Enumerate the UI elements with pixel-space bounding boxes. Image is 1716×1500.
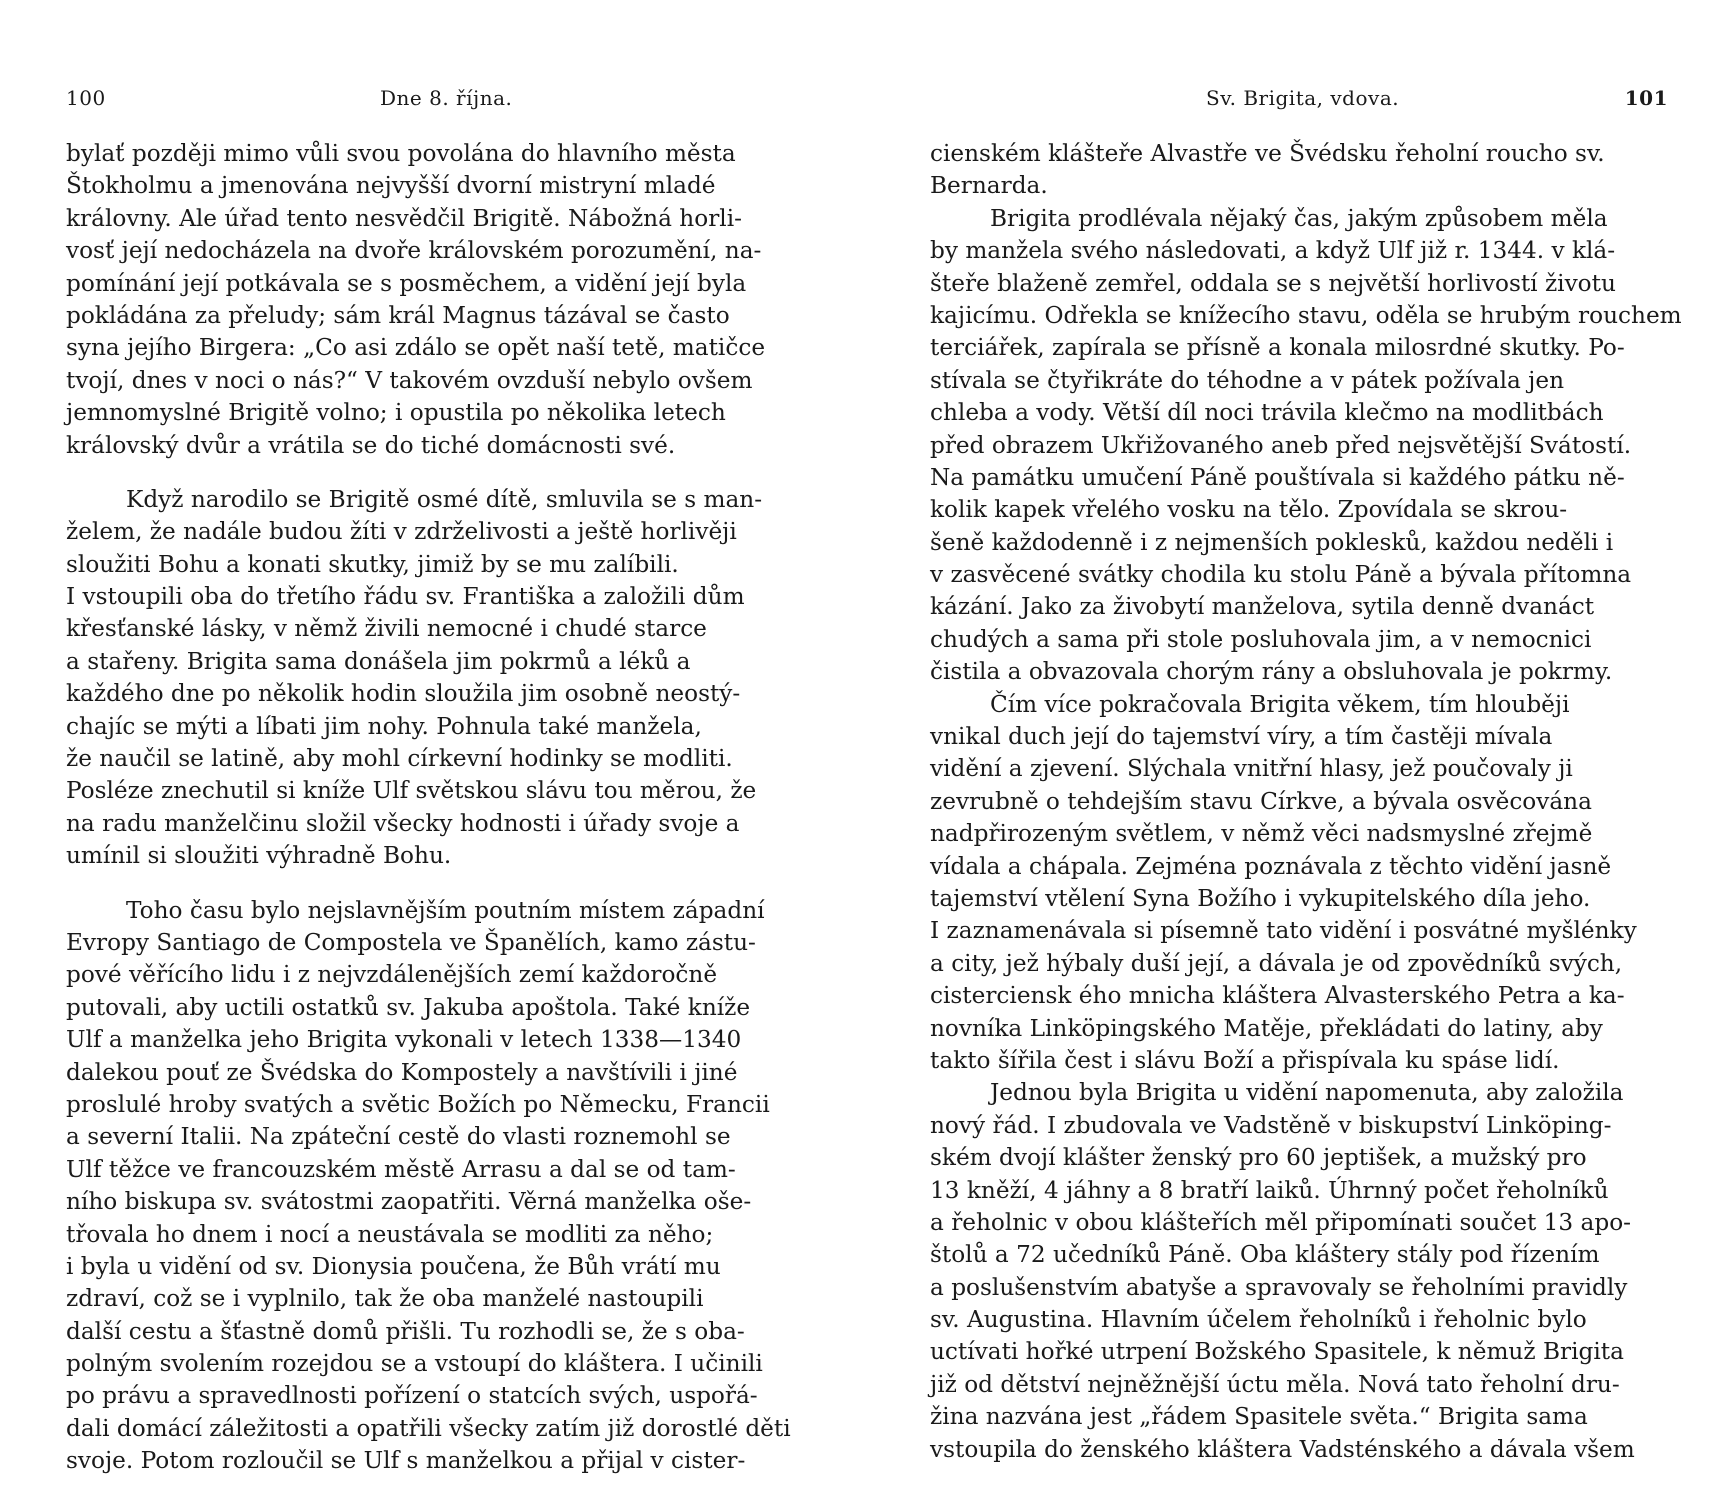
text-line: křesťanské lásky, v němž živili nemocné i chudé starce	[66, 615, 707, 643]
text-line: pokládána za přeludy; sám král Magnus tázával se často	[66, 301, 730, 329]
text-line: vidění a zjevení. Slýchala vnitřní hlasy, jež poučovaly ji	[930, 755, 1573, 783]
text-line: královny. Ale úřad tento nesvědčil Brigitě. Nábožná horli-	[66, 204, 742, 232]
running-head: Sv. Brigita, vdova.	[1206, 86, 1400, 110]
text-line: další cestu a šťastně domů přišli. Tu rozhodli se, že s oba-	[66, 1317, 745, 1345]
text-line: Posléze znechutil si kníže Ulf světskou slávu tou měrou, že	[66, 777, 757, 805]
text-line: každého dne po několik hodin sloužila jim osobně neostý-	[66, 680, 741, 708]
text-line: svoje. Potom rozloučil se Ulf s manželkou a přijal v cister-	[66, 1447, 746, 1475]
text-line: královský dvůr a vrátila se do tiché domácnosti své.	[66, 431, 676, 459]
text-line: a city, jež hýbaly duší její, a dávala je od zpovědníků svých,	[930, 949, 1623, 977]
text-line: jemnomyslné Brigitě volno; i opustila po několika letech	[66, 399, 726, 427]
text-line: pové věřícího lidu i z nejvzdálenějších zemí každoročně	[66, 961, 718, 989]
text-line: Ulf a manželka jeho Brigita vykonali v letech 1338—1340	[66, 1026, 742, 1054]
text-line: štolů a 72 učedníků Páně. Oba kláštery stály pod řízením	[930, 1241, 1600, 1269]
text-line: proslulé hroby svatých a světic Božích po Německu, Francii	[66, 1090, 770, 1118]
text-line: třovala ho dnem i nocí a neustávala se modliti za něho;	[66, 1220, 714, 1248]
text-line: šeně každodenně i z nejmenších poklesků, každou neděli i	[930, 528, 1614, 556]
text-line: umínil si sloužiti výhradně Bohu.	[66, 842, 452, 870]
text-line: Když narodilo se Brigitě osmé dítě, smluvila se s man-	[126, 485, 763, 513]
text-line: zdraví, což se i vyplnilo, tak že oba manželé nastoupili	[66, 1285, 704, 1313]
text-line: polným svolením rozejdou se a vstoupí do kláštera. I učinili	[66, 1350, 763, 1378]
text-line: kajicímu. Odřekla se knížecího stavu, oděla se hrubým rouchem	[930, 301, 1682, 329]
text-line: Toho času bylo nejslavnějším poutním místem západní	[126, 896, 765, 924]
text-line: stívala se čtyřikráte do téhodne a v pátek požívala jen	[930, 366, 1565, 394]
text-line: Na památku umučení Páně pouštívala si každého pátku ně-	[930, 463, 1625, 491]
text-line: zevrubně o tehdejším stavu Církve, a bývala osvěcována	[930, 787, 1592, 815]
text-line: nadpřirozeným světlem, v němž věci nadsmyslné zřejmě	[930, 820, 1593, 848]
body-text	[930, 138, 1682, 1466]
text-line: ském dvojí klášter ženský pro 60 jeptišek, a mužský pro	[930, 1144, 1587, 1172]
text-line: 13 kněží, 4 jáhny a 8 bratří laiků. Úhrnný počet řeholníků	[930, 1176, 1609, 1204]
text-line: Jednou byla Brigita u vidění napomenuta, aby založila	[990, 1079, 1624, 1107]
text-line: a severní Italii. Na zpáteční cestě do vlasti roznemohl se	[66, 1123, 731, 1151]
text-line: I zaznamenávala si písemně tato vidění i posvátné myšlénky	[930, 917, 1637, 945]
text-line: tajemství vtělení Syna Božího i vykupitelského díla jeho.	[930, 884, 1591, 912]
text-line: vstoupila do ženského kláštera Vadsténského a dávala všem	[930, 1435, 1635, 1463]
text-line: vosť její nedocházela na dvoře královském porozumění, na-	[66, 237, 762, 265]
text-line: cisterciensk ého mnicha kláštera Alvasterského Petra a ka-	[930, 982, 1625, 1010]
text-line: cienském klášteře Alvastře ve Švédsku řeholní roucho sv.	[930, 140, 1605, 167]
text-line: žina nazvána jest „řádem Spasitele světa.“ Brigita sama	[930, 1403, 1588, 1431]
text-line: chajíc se mýti a líbati jim nohy. Pohnula také manžela,	[66, 712, 702, 740]
text-line: chudých a sama při stole posluhovala jim, a v nemocnici	[930, 625, 1592, 653]
text-line: ního biskupa sv. svátostmi zaopatřiti. Věrná manželka oše-	[66, 1188, 752, 1216]
text-line: terciářek, zapírala se přísně a konala milosrdné skutky. Po-	[930, 334, 1625, 362]
text-line: Brigita prodlévala nějaký čas, jakým způsobem měla	[990, 204, 1608, 232]
text-line: a stařeny. Brigita sama donášela jim pokrmů a léků a	[66, 647, 691, 675]
text-line: Bernarda.	[930, 172, 1048, 200]
text-line: dalekou pouť ze Švédska do Kompostely a navštívili i jiné	[66, 1058, 738, 1086]
text-line: čistila a obvazovala chorým rány a obsluhovala je pokrmy.	[930, 658, 1613, 686]
text-line: I vstoupili oba do třetího řádu sv. Františka a založili dům	[66, 583, 745, 611]
text-line: Čím více pokračovala Brigita věkem, tím hlouběji	[990, 690, 1570, 718]
text-line: šteře blaženě zemřel, oddala se s největší horlivostí životu	[930, 269, 1616, 297]
page-number: 101	[1624, 86, 1668, 110]
text-line: nový řád. I zbudovala ve Vadstěně v biskupství Linköping-	[930, 1111, 1612, 1139]
body-text	[66, 138, 791, 1478]
text-line: po právu a spravedlnosti pořízení o statcích svých, uspořá-	[66, 1382, 758, 1410]
text-line: dali domácí záležitosti a opatřili všecky zatím již dorostlé děti	[66, 1414, 791, 1442]
text-line: pomínání její potkávala se s posměchem, a vidění její byla	[66, 269, 747, 297]
text-line: novníka Linköpingského Matěje, překládati do latiny, aby	[930, 1014, 1603, 1042]
text-line: a poslušenstvím abatyše a spravovaly se řeholními pravidly	[930, 1273, 1628, 1301]
text-line: sloužiti Bohu a konati skutky, jimiž by se mu zalíbili.	[66, 550, 679, 578]
text-line: uctívati hořké utrpení Božského Spasitele, k němuž Brigita	[930, 1338, 1624, 1366]
text-line: vídala a chápala. Zejména poznávala z těchto vidění jasně	[930, 852, 1612, 880]
text-line: takto šířila čest i slávu Boží a přispívala ku spáse lidí.	[930, 1046, 1560, 1074]
text-line: i byla u vidění od sv. Dionysia poučena, že Bůh vrátí mu	[66, 1252, 721, 1280]
text-line: v zasvěcené svátky chodila ku stolu Páně a bývala přítomna	[930, 561, 1632, 589]
running-head: Dne 8. října.	[380, 86, 513, 110]
text-line: putovali, aby uctili ostatků sv. Jakuba apoštola. Také kníže	[66, 993, 751, 1021]
text-line: na radu manželčinu složil všecky hodnosti i úřady svoje a	[66, 809, 740, 837]
right-page	[858, 0, 1716, 1500]
text-line: již od dětství nejněžnější úctu měla. Nová tato řeholní dru-	[930, 1370, 1620, 1398]
text-line: by manžela svého následovati, a když Ulf již r. 1344. v klá-	[930, 237, 1616, 265]
text-line: želem, že nadále budou žíti v zdrželivosti a ještě horlivěji	[66, 518, 737, 546]
page-number: 100	[66, 86, 106, 110]
text-line: kolik kapek vřelého vosku na tělo. Zpovídala se skrou-	[930, 496, 1568, 524]
text-line: že naučil se latině, aby mohl církevní hodinky se modliti.	[66, 745, 733, 773]
text-line: Štokholmu a jmenována nejvyšší dvorní mistryní mladé	[66, 172, 716, 200]
text-line: syna jejího Birgera: „Co asi zdálo se opět naší tetě, matičce	[66, 334, 766, 362]
text-line: Evropy Santiago de Compostela ve Španělích, kamo zástu-	[66, 928, 756, 956]
text-line: chleba a vody. Větší díl noci trávila klečmo na modlitbách	[930, 399, 1604, 427]
text-line: Ulf těžce ve francouzském městě Arrasu a dal se od tam-	[66, 1155, 736, 1183]
text-line: sv. Augustina. Hlavním účelem řeholníků i řeholnic bylo	[930, 1306, 1587, 1334]
text-line: kázání. Jako za živobytí manželova, sytila denně dvanáct	[930, 593, 1595, 621]
text-line: tvojí, dnes v noci o nás?“ V takovém ovzduší nebylo ovšem	[66, 366, 753, 394]
text-line: vnikal duch její do tajemství víry, a tím častěji mívala	[930, 723, 1553, 751]
text-line: a řeholnic v obou klášteřích měl připomínati součet 13 apo-	[930, 1208, 1632, 1236]
text-line: před obrazem Ukřižovaného aneb před nejsvětější Svátostí.	[930, 431, 1632, 459]
text-line: bylať později mimo vůli svou povolána do hlavního města	[66, 140, 736, 167]
